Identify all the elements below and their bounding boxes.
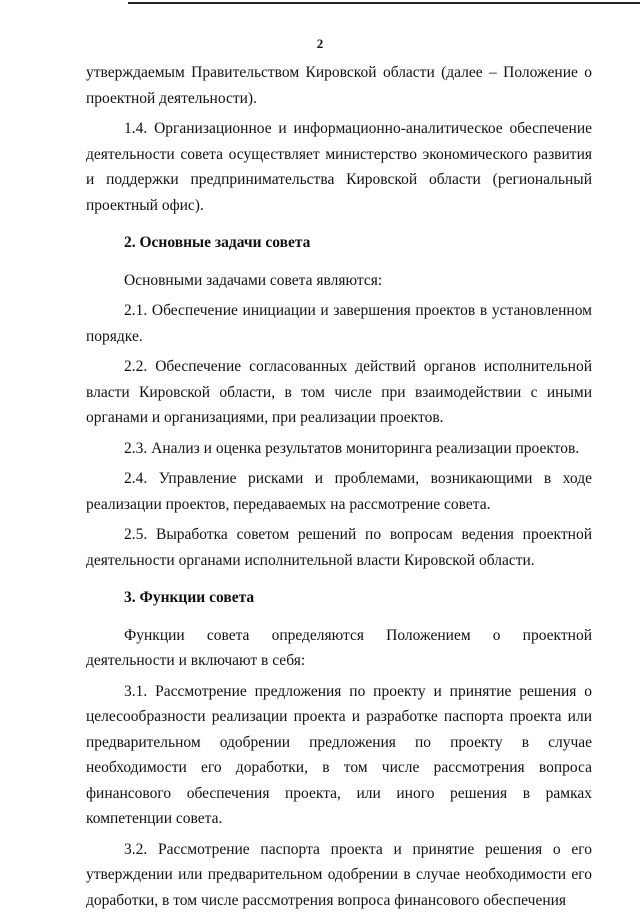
paragraph-3-intro: Функции совета определяются Положением о проектной деятельности и включают в себя: [86,623,592,674]
paragraph-2-1: 2.1. Обеспечение инициации и завершения проектов в установленном порядке. [86,298,592,349]
page-number: 2 [0,36,640,52]
paragraph-3-1: 3.1. Рассмотрение предложения по проекту и принятие решения о целесообразности реализации проекта и разработке паспорта проекта или предварительном одобрении предложения по проекту в случае необходимости его доработки, в том числе рассмотрения вопроса финансового обеспечения проекта, или иного решения в рамках компетенции совета. [86,679,592,832]
top-rule [128,2,640,4]
section-heading-3: 3. Функции совета [86,585,592,611]
paragraph-continuation: утверждаемым Правительством Кировской области (далее – Положение о проектной деятельности). [86,60,592,111]
section-heading-2: 2. Основные задачи совета [86,230,592,256]
paragraph-2-5: 2.5. Выработка советом решений по вопросам ведения проектной деятельности органами исполнительной власти Кировской области. [86,522,592,573]
paragraph-3-2: 3.2. Рассмотрение паспорта проекта и принятие решения о его утверждении или предварительном одобрении в случае необходимости его доработки, в том числе рассмотрения вопроса финансового обеспечения [86,837,592,913]
document-body [86,60,592,913]
paragraph-2-2: 2.2. Обеспечение согласованных действий органов исполнительной власти Кировской области, в том числе при взаимодействии с иными органами и организациями, при реализации проектов. [86,354,592,431]
paragraph-2-4: 2.4. Управление рисками и проблемами, возникающими в ходе реализации проектов, передаваемых на рассмотрение совета. [86,466,592,517]
paragraph-1-4: 1.4. Организационное и информационно-аналитическое обеспечение деятельности совета осуществляет министерство экономического развития и поддержки предпринимательства Кировской области (региональный проектный офис). [86,116,592,218]
paragraph-2-3: 2.3. Анализ и оценка результатов мониторинга реализации проектов. [86,436,592,462]
paragraph-2-intro: Основными задачами совета являются: [86,268,592,294]
